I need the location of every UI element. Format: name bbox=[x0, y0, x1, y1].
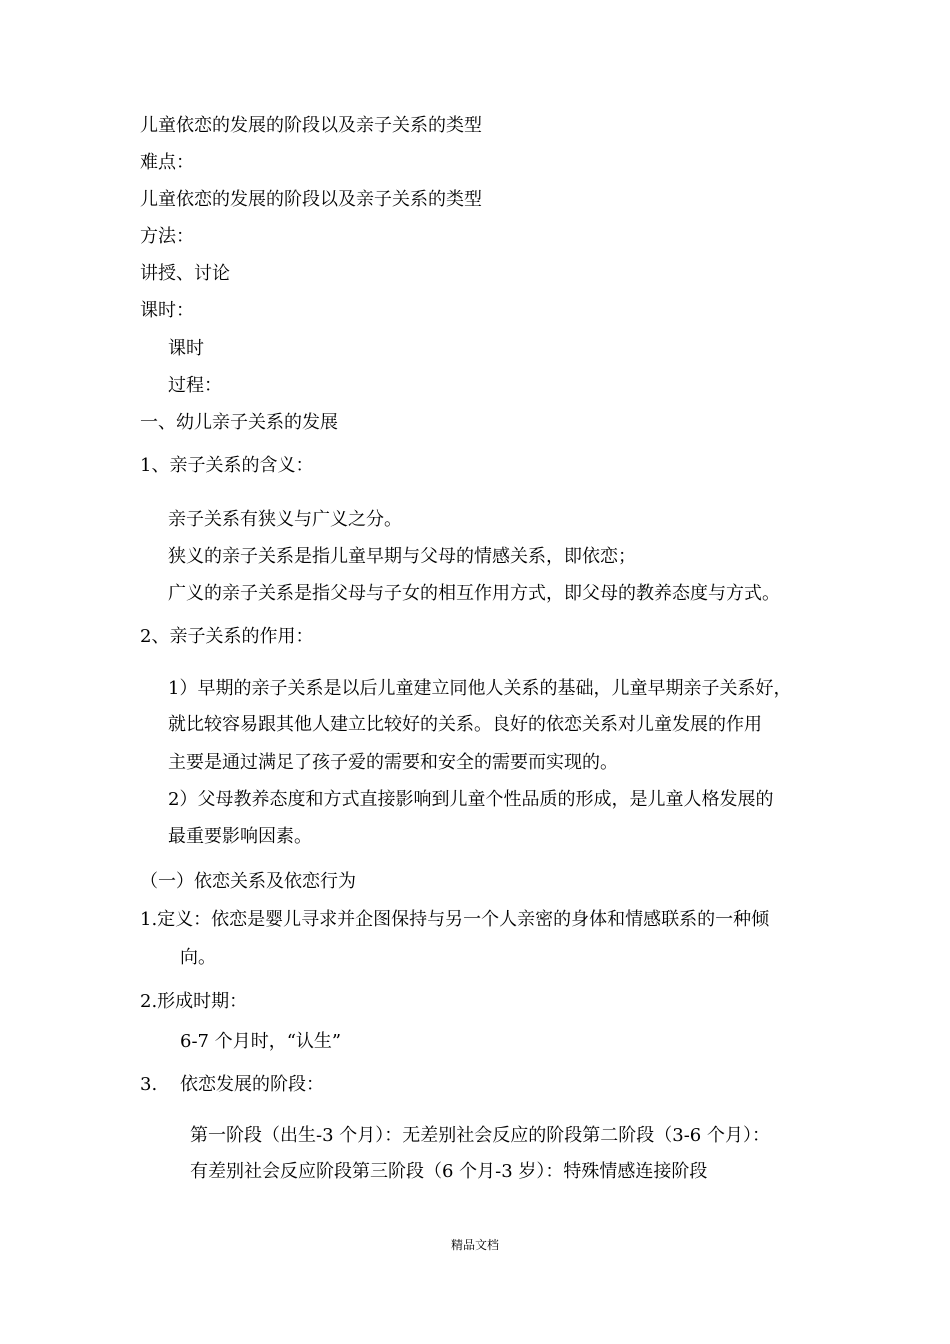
text-line: 课时： bbox=[140, 300, 194, 321]
list-number: 3. bbox=[140, 1074, 158, 1095]
text-line: 过程： bbox=[168, 375, 222, 396]
text-line: 一、幼儿亲子关系的发展 bbox=[140, 412, 338, 433]
text-line: 方法： bbox=[140, 226, 194, 247]
text-line: 最重要影响因素。 bbox=[168, 826, 312, 847]
text-line: 1.定义：依恋是婴儿寻求并企图保持与另一个人亲密的身体和情感联系的一种倾 bbox=[140, 909, 770, 930]
text-line: 向。 bbox=[180, 947, 216, 968]
text-line: 狭义的亲子关系是指儿童早期与父母的情感关系，即依恋； bbox=[168, 546, 636, 567]
text-line: 依恋发展的阶段： bbox=[180, 1074, 324, 1095]
text-line: 有差别社会反应阶段第三阶段（6 个月-3 岁）：特殊情感连接阶段 bbox=[190, 1161, 708, 1182]
page-footer: 精品文档 bbox=[450, 1238, 499, 1252]
text-line: 难点： bbox=[140, 152, 194, 173]
text-line: 第一阶段（出生-3 个月）：无差别社会反应的阶段第二阶段（3-6 个月）： bbox=[190, 1125, 770, 1146]
text-line: 儿童依恋的发展的阶段以及亲子关系的类型 bbox=[140, 115, 482, 136]
text-line: 2.形成时期： bbox=[140, 991, 248, 1012]
text-line: （一）依恋关系及依恋行为 bbox=[140, 871, 356, 892]
text-line: 1）早期的亲子关系是以后儿童建立同他人关系的基础，儿童早期亲子关系好， bbox=[168, 678, 792, 699]
text-line: 2）父母教养态度和方式直接影响到儿童个性品质的形成，是儿童人格发展的 bbox=[168, 789, 774, 810]
text-line: 1、亲子关系的含义： bbox=[140, 455, 314, 476]
text-line: 主要是通过满足了孩子爱的需要和安全的需要而实现的。 bbox=[168, 752, 618, 773]
text-line: 6-7 个月时，“认生” bbox=[180, 1031, 342, 1052]
text-line: 2、亲子关系的作用： bbox=[140, 626, 314, 647]
text-line: 讲授、讨论 bbox=[140, 263, 230, 284]
text-line: 亲子关系有狭义与广义之分。 bbox=[168, 509, 402, 530]
text-line: 就比较容易跟其他人建立比较好的关系。良好的依恋关系对儿童发展的作用 bbox=[168, 714, 762, 735]
text-line: 课时 bbox=[168, 338, 204, 359]
text-line: 儿童依恋的发展的阶段以及亲子关系的类型 bbox=[140, 189, 482, 210]
text-line: 广义的亲子关系是指父母与子女的相互作用方式，即父母的教养态度与方式。 bbox=[168, 583, 780, 604]
